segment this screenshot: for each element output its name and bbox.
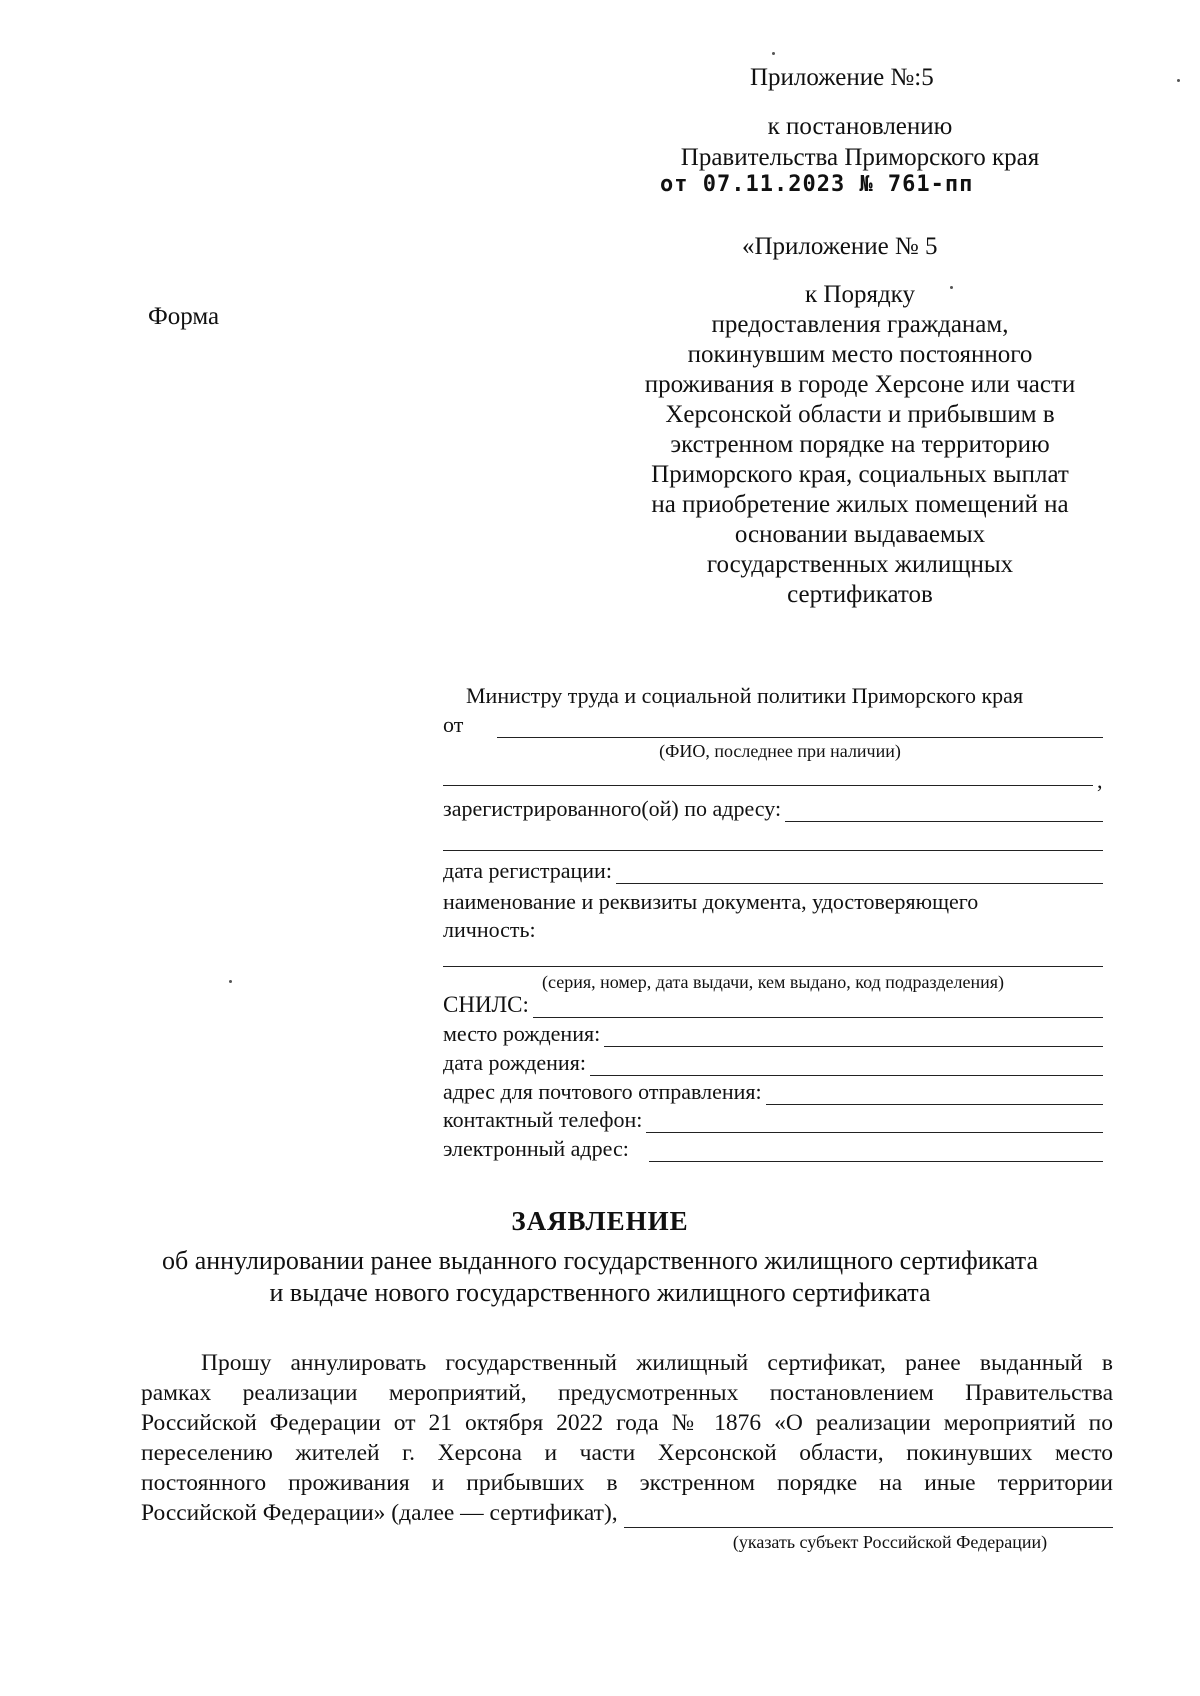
inner-appendix-line: основании выдаваемых bbox=[734, 521, 986, 548]
birthplace-label: место рождения: bbox=[443, 1021, 601, 1046]
registered-address-field[interactable] bbox=[785, 801, 1103, 822]
from-row bbox=[443, 712, 1103, 738]
registered-address-continuation[interactable] bbox=[443, 850, 1103, 851]
body-line: переселению жителей г. Херсона и части Херсонской области, покинувших место bbox=[141, 1440, 1113, 1466]
subject-field[interactable] bbox=[624, 1505, 1113, 1528]
email-row bbox=[443, 1136, 1103, 1162]
resolution-line-1: к постановлению bbox=[767, 113, 953, 140]
inner-appendix-line: государственных жилищных bbox=[706, 551, 1014, 578]
id-document-caption: (серия, номер, дата выдачи, кем выдано, код подразделения) bbox=[542, 972, 1004, 992]
body-line: рамках реализации мероприятий, предусмотренных постановлением Правительства bbox=[141, 1380, 1113, 1406]
inner-appendix-line: сертификатов bbox=[787, 581, 933, 608]
inner-appendix-line: экстренном порядке на территорию bbox=[670, 431, 1050, 458]
from-label: от bbox=[443, 712, 464, 737]
reg-date-label: дата регистрации: bbox=[443, 858, 612, 883]
body-last-line: Российской Федерации» (далее — сертификат), bbox=[141, 1500, 618, 1526]
body-line: Российской Федерации от 21 октября 2022 года № 1876 «О реализации мероприятий по bbox=[141, 1410, 1113, 1436]
snils-label: СНИЛС: bbox=[443, 992, 529, 1017]
inner-appendix-line: на приобретение жилых помещений на bbox=[651, 491, 1069, 518]
body-last-row bbox=[141, 1498, 1113, 1528]
resolution-line-2: Правительства Приморского края bbox=[680, 144, 1040, 171]
email-label: электронный адрес: bbox=[443, 1136, 629, 1161]
email-field[interactable] bbox=[649, 1141, 1103, 1162]
appendix-label: Приложение №:5 bbox=[750, 64, 934, 91]
id-document-label-line: наименование и реквизиты документа, удостоверяющего bbox=[443, 889, 979, 914]
birthdate-label: дата рождения: bbox=[443, 1050, 586, 1075]
birthdate-row bbox=[443, 1050, 1103, 1076]
scan-speck bbox=[950, 286, 953, 289]
comma: , bbox=[1097, 768, 1103, 793]
addressee-to: Министру труда и социальной политики Приморского края bbox=[466, 683, 1024, 708]
snils-row bbox=[443, 992, 1103, 1018]
reg-date-field[interactable] bbox=[616, 863, 1103, 884]
birthplace-row bbox=[443, 1021, 1103, 1047]
scan-speck bbox=[1177, 79, 1180, 82]
fio-continuation-field[interactable] bbox=[443, 785, 1093, 786]
postal-label: адрес для почтового отправления: bbox=[443, 1079, 762, 1104]
statement-body bbox=[141, 1348, 1113, 1528]
id-document-label-line: личность: bbox=[443, 917, 536, 942]
registered-row bbox=[443, 796, 1103, 822]
fio-caption: (ФИО, последнее при наличии) bbox=[659, 741, 901, 761]
inner-appendix-line: Херсонской области и прибывшим в bbox=[665, 401, 1055, 428]
body-line: постоянного проживания и прибывших в экстренном порядке на иные территории bbox=[141, 1470, 1113, 1496]
statement-title: ЗАЯВЛЕНИЕ bbox=[511, 1206, 689, 1236]
form-label: Форма bbox=[148, 303, 220, 330]
id-document-label bbox=[443, 888, 978, 944]
scan-speck bbox=[229, 980, 232, 983]
inner-appendix-title: «Приложение № 5 bbox=[742, 233, 938, 260]
fio-field[interactable] bbox=[497, 717, 1103, 738]
subject-caption: (указать субъект Российской Федерации) bbox=[732, 1532, 1048, 1552]
phone-row bbox=[443, 1107, 1103, 1133]
resolution-stamp: от 07.11.2023 № 761-пп bbox=[660, 172, 974, 197]
inner-appendix-line: проживания в городе Херсоне или части bbox=[644, 371, 1076, 398]
id-document-field[interactable] bbox=[443, 966, 1103, 967]
inner-appendix-text bbox=[600, 280, 1120, 610]
statement-subtitle-line: об аннулировании ранее выданного государственного жилищного сертификата bbox=[162, 1246, 1038, 1275]
statement-subtitle bbox=[0, 1245, 1200, 1309]
phone-field[interactable] bbox=[646, 1112, 1103, 1133]
statement-subtitle-line: и выдаче нового государственного жилищного сертификата bbox=[269, 1278, 931, 1307]
postal-address-field[interactable] bbox=[766, 1084, 1103, 1105]
scan-speck bbox=[772, 52, 775, 55]
inner-appendix-line: Приморского края, социальных выплат bbox=[651, 461, 1069, 488]
registered-label: зарегистрированного(ой) по адресу: bbox=[443, 796, 782, 821]
inner-appendix-line: предоставления гражданам, bbox=[711, 311, 1009, 338]
birthdate-field[interactable] bbox=[590, 1055, 1103, 1076]
inner-appendix-line: покинувшим место постоянного bbox=[687, 341, 1033, 368]
inner-appendix-line: к Порядку bbox=[805, 281, 915, 308]
birthplace-field[interactable] bbox=[604, 1026, 1103, 1047]
snils-field[interactable] bbox=[533, 997, 1103, 1018]
postal-row bbox=[443, 1079, 1103, 1105]
body-line: Прошу аннулировать государственный жилищный сертификат, ранее выданный в bbox=[201, 1350, 1113, 1376]
reg-date-row bbox=[443, 858, 1103, 884]
phone-label: контактный телефон: bbox=[443, 1107, 643, 1132]
